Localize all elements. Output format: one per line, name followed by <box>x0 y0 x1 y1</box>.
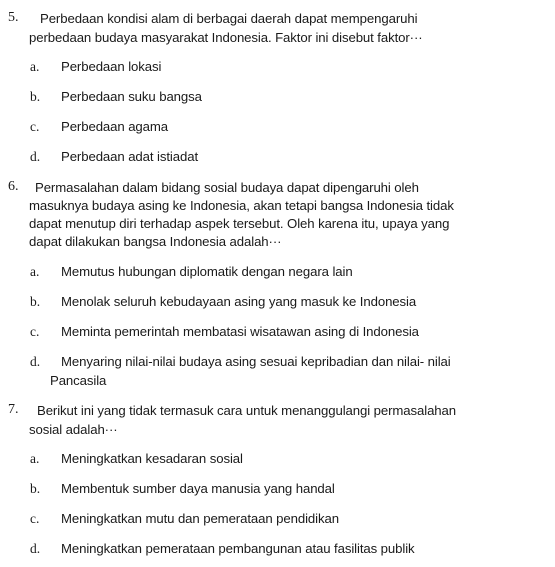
option-text: Menolak seluruh kebudayaan asing yang masuk ke Indonesia <box>61 294 417 309</box>
question-number: 7. <box>8 402 19 417</box>
option-text: Meminta pemerintah membatasi wisatawan asing di Indonesia <box>61 324 419 339</box>
option-text: Perbedaan suku bangsa <box>61 89 202 104</box>
option-a[interactable] <box>0 57 548 77</box>
question-text-line: Permasalahan dalam bidang sosial budaya dapat dipengaruhi oleh <box>35 180 419 195</box>
option-a[interactable] <box>0 262 548 282</box>
option-text: Meningkatkan kesadaran sosial <box>61 451 243 466</box>
option-letter: b. <box>30 481 41 496</box>
question-text-line: dapat menutup diri terhadap aspek tersebut. Oleh karena itu, upaya yang <box>29 216 450 231</box>
option-text: Menyaring nilai-nilai budaya asing sesuai kepribadian dan nilai- nilai <box>61 354 451 369</box>
option-letter: b. <box>30 294 41 309</box>
option-c[interactable] <box>0 509 548 529</box>
option-text: Meningkatkan pemerataan pembangunan atau fasilitas publik <box>61 541 415 556</box>
option-letter: c. <box>30 119 40 134</box>
option-c[interactable] <box>0 322 548 342</box>
option-text: Perbedaan agama <box>61 119 169 134</box>
question-text-line: sosial adalah··· <box>29 422 118 437</box>
question-text-line: masuknya budaya asing ke Indonesia, akan tetapi bangsa Indonesia tidak <box>29 198 454 213</box>
option-letter: d. <box>30 354 41 369</box>
option-text: Perbedaan adat istiadat <box>61 149 199 164</box>
question-text-line: Perbedaan kondisi alam di berbagai daerah dapat mempengaruhi <box>40 11 418 26</box>
option-b[interactable] <box>0 479 548 499</box>
option-c[interactable] <box>0 117 548 137</box>
question-number: 5. <box>8 10 19 25</box>
question-text-line: Berikut ini yang tidak termasuk cara untuk menanggulangi permasalahan <box>37 403 457 418</box>
option-letter: a. <box>30 451 40 466</box>
option-d[interactable] <box>0 352 548 372</box>
option-d[interactable] <box>0 539 548 559</box>
option-d[interactable] <box>0 147 548 167</box>
option-text: Memutus hubungan diplomatik dengan negara lain <box>61 264 353 279</box>
option-b[interactable] <box>0 292 548 312</box>
option-letter: c. <box>30 511 40 526</box>
question-text-line: perbedaan budaya masyarakat Indonesia. Faktor ini disebut faktor··· <box>29 30 423 45</box>
option-letter: c. <box>30 324 40 339</box>
option-letter: a. <box>30 264 40 279</box>
option-letter: d. <box>30 149 41 164</box>
question-text-line: dapat dilakukan bangsa Indonesia adalah··· <box>29 234 282 249</box>
option-text: Meningkatkan mutu dan pemerataan pendidikan <box>61 511 339 526</box>
question-number: 6. <box>8 179 19 194</box>
option-b[interactable] <box>0 87 548 107</box>
option-text-continuation: Pancasila <box>50 373 107 388</box>
option-a[interactable] <box>0 449 548 469</box>
option-letter: a. <box>30 59 40 74</box>
option-letter: b. <box>30 89 41 104</box>
option-letter: d. <box>30 541 41 556</box>
option-text: Membentuk sumber daya manusia yang handal <box>61 481 335 496</box>
option-text: Perbedaan lokasi <box>61 59 162 74</box>
